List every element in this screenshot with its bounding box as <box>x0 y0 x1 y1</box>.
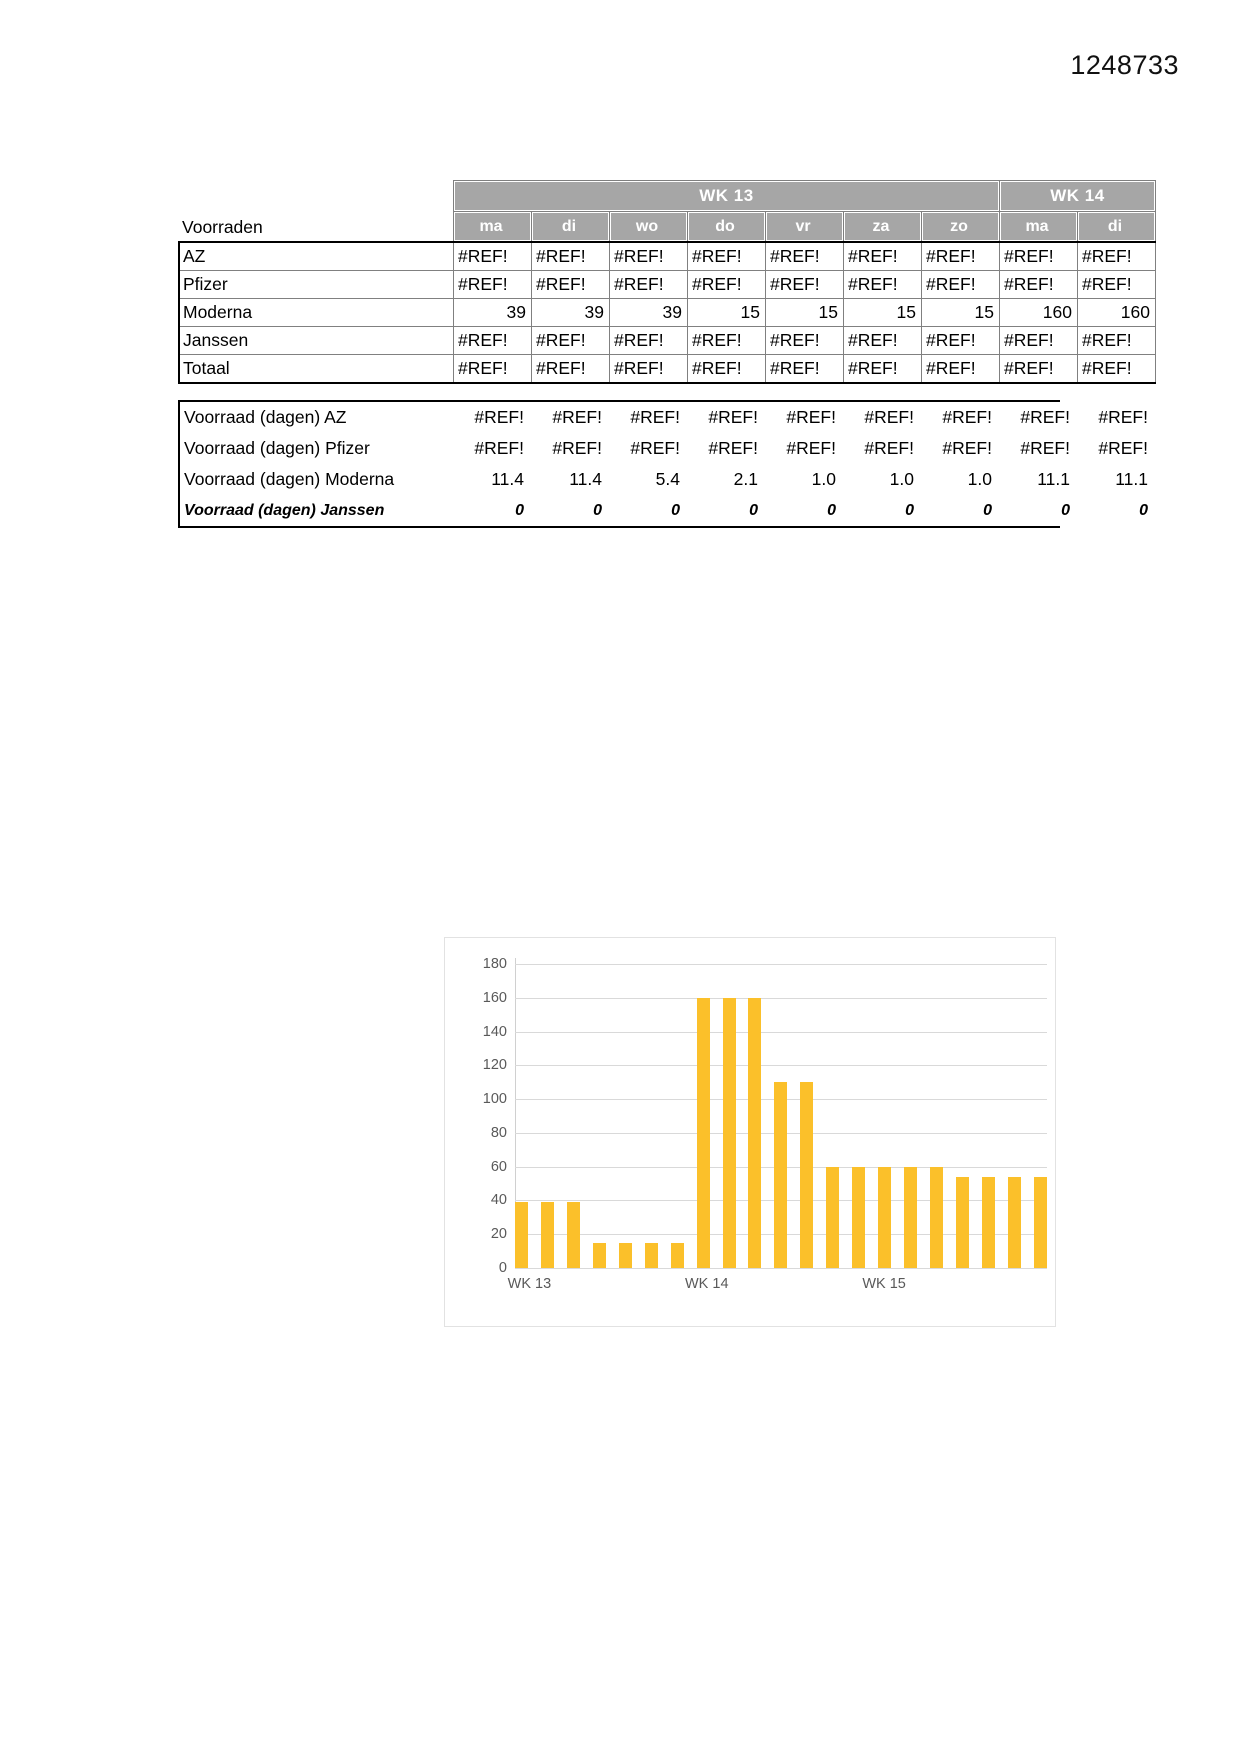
stock-bar-chart <box>444 937 1056 1327</box>
chart-y-tick-label: 180 <box>482 956 507 972</box>
days-cell: 0 <box>827 502 836 519</box>
days-cell: 2.1 <box>733 469 758 489</box>
stock-cell: #REF! <box>454 355 532 384</box>
stock-cell: 15 <box>844 299 922 327</box>
stock-cell: 15 <box>922 299 1000 327</box>
days-cell: #REF! <box>1098 438 1148 458</box>
days-cell: 11.1 <box>1115 469 1148 489</box>
stock-cell: #REF! <box>688 242 766 271</box>
stock-cell: #REF! <box>688 271 766 299</box>
days-table-container <box>178 400 1148 528</box>
table-row <box>180 495 1156 526</box>
days-cell: #REF! <box>942 438 992 458</box>
days-cell: #REF! <box>552 407 602 427</box>
chart-bar <box>982 1177 995 1268</box>
chart-y-tick-label: 80 <box>490 1124 507 1141</box>
day-header-ma-wk14: ma <box>1000 212 1078 243</box>
days-cell: 1.0 <box>811 469 836 489</box>
day-header-za-wk13: za <box>844 212 922 243</box>
chart-bar <box>567 1202 580 1268</box>
stock-table-body <box>179 242 1156 383</box>
chart-bar <box>515 1202 528 1268</box>
days-table <box>180 402 1156 526</box>
stock-cell: #REF! <box>454 327 532 355</box>
table-row <box>179 299 1156 327</box>
stock-cell: #REF! <box>844 327 922 355</box>
chart-bar <box>904 1167 917 1268</box>
day-header-wo-wk13: wo <box>610 212 688 243</box>
chart-gridline <box>515 1268 1047 1269</box>
stock-cell: #REF! <box>610 355 688 384</box>
table-row <box>180 433 1156 464</box>
stock-cell: #REF! <box>1078 271 1156 299</box>
stock-cell: #REF! <box>844 242 922 271</box>
days-cell: 0 <box>515 502 524 519</box>
days-row-label-az: Voorraad (dagen) AZ <box>184 407 347 427</box>
days-cell: 11.4 <box>491 469 524 489</box>
days-cell: #REF! <box>630 407 680 427</box>
stock-cell: #REF! <box>610 327 688 355</box>
chart-bar <box>930 1167 943 1268</box>
chart-bar <box>774 1082 787 1268</box>
stock-cell: #REF! <box>688 327 766 355</box>
days-table-body <box>180 402 1156 526</box>
stock-cell: #REF! <box>1000 242 1078 271</box>
week-group-wk13: WK 13 <box>454 181 1000 212</box>
table-row <box>179 355 1156 384</box>
stock-cell: #REF! <box>610 271 688 299</box>
stock-cell: #REF! <box>766 327 844 355</box>
stock-row-label-pfizer: Pfizer <box>179 271 454 299</box>
day-header-ma-wk13: ma <box>454 212 532 243</box>
stock-cell: #REF! <box>844 355 922 384</box>
days-cell: 0 <box>1061 502 1070 519</box>
days-cell: 0 <box>983 502 992 519</box>
week-group-wk14: WK 14 <box>1000 181 1156 212</box>
days-cell: 5.4 <box>655 469 680 489</box>
day-header-do-wk13: do <box>688 212 766 243</box>
stock-cell: 160 <box>1078 299 1156 327</box>
chart-bar <box>852 1167 865 1268</box>
days-cell: #REF! <box>708 407 758 427</box>
chart-y-tick-label: 100 <box>482 1091 507 1108</box>
stock-cell: #REF! <box>1000 355 1078 384</box>
stock-cell: #REF! <box>610 242 688 271</box>
stock-cell: #REF! <box>454 242 532 271</box>
stock-row-label-az: AZ <box>179 242 454 271</box>
stock-cell: #REF! <box>532 327 610 355</box>
document-number: 1248733 <box>1070 50 1179 80</box>
day-header-di-wk14: di <box>1078 212 1156 243</box>
stock-cell: #REF! <box>766 242 844 271</box>
days-cell: #REF! <box>474 407 524 427</box>
table-row <box>180 464 1156 495</box>
days-cell: #REF! <box>786 407 836 427</box>
stock-cell: 15 <box>688 299 766 327</box>
stock-cell: #REF! <box>922 327 1000 355</box>
days-cell: #REF! <box>942 407 992 427</box>
days-cell: 0 <box>749 502 758 519</box>
stock-table-head <box>179 181 1156 243</box>
chart-bar <box>697 998 710 1268</box>
days-cell: #REF! <box>474 438 524 458</box>
chart-x-tick-label: WK 13 <box>507 1276 552 1292</box>
days-cell: 11.1 <box>1037 469 1070 489</box>
chart-y-tick-label: 60 <box>490 1158 507 1175</box>
day-header-vr-wk13: vr <box>766 212 844 243</box>
stock-cell: #REF! <box>1078 327 1156 355</box>
stock-cell: #REF! <box>454 271 532 299</box>
stock-cell: #REF! <box>532 355 610 384</box>
stock-cell: #REF! <box>844 271 922 299</box>
stock-cell: #REF! <box>922 355 1000 384</box>
day-header-di-wk13: di <box>532 212 610 243</box>
chart-bar <box>748 998 761 1268</box>
day-header-zo-wk13: zo <box>922 212 1000 243</box>
chart-y-tick-label: 40 <box>490 1192 507 1209</box>
stock-table-corner-label: Voorraden <box>182 217 263 237</box>
chart-plot-area <box>482 956 1047 1276</box>
table-row <box>180 402 1156 433</box>
table-row <box>179 327 1156 355</box>
stock-cell: 15 <box>766 299 844 327</box>
days-cell: 1.0 <box>889 469 914 489</box>
stock-cell: #REF! <box>1000 327 1078 355</box>
days-cell: 0 <box>593 502 602 519</box>
chart-bar <box>645 1243 658 1268</box>
stock-table-container <box>178 180 1150 384</box>
stock-cell: #REF! <box>688 355 766 384</box>
day-header-row <box>179 212 1156 243</box>
week-band-row <box>179 181 1156 212</box>
chart-y-tick-label: 140 <box>482 1023 507 1040</box>
chart-bar <box>619 1243 632 1268</box>
stock-cell: #REF! <box>766 355 844 384</box>
stock-cell: #REF! <box>922 271 1000 299</box>
chart-x-tick-label: WK 14 <box>685 1276 729 1292</box>
stock-cell: 39 <box>610 299 688 327</box>
chart-bars <box>515 964 1047 1268</box>
stock-cell: #REF! <box>1078 355 1156 384</box>
table-row <box>179 271 1156 299</box>
chart-bar <box>671 1243 684 1268</box>
days-cell: #REF! <box>552 438 602 458</box>
stock-row-label-janssen: Janssen <box>179 327 454 355</box>
chart-x-tick-label: WK 15 <box>862 1276 906 1292</box>
stock-cell: 160 <box>1000 299 1078 327</box>
days-cell: #REF! <box>630 438 680 458</box>
chart-bar <box>956 1177 969 1268</box>
chart-bar <box>878 1167 891 1268</box>
days-cell: 0 <box>1139 502 1148 519</box>
days-cell: #REF! <box>864 407 914 427</box>
chart-y-tick-label: 160 <box>482 989 507 1006</box>
stock-cell: #REF! <box>766 271 844 299</box>
days-row-label-pfizer: Voorraad (dagen) Pfizer <box>184 438 370 458</box>
chart-bar <box>593 1243 606 1268</box>
stock-cell: #REF! <box>1000 271 1078 299</box>
chart-bar <box>1008 1177 1021 1268</box>
chart-bar <box>541 1202 554 1268</box>
chart-bar <box>826 1167 839 1268</box>
days-cell: #REF! <box>1020 438 1070 458</box>
days-cell: 1.0 <box>967 469 992 489</box>
days-cell: #REF! <box>708 438 758 458</box>
stock-row-label-moderna: Moderna <box>179 299 454 327</box>
days-cell: #REF! <box>1020 407 1070 427</box>
chart-bar <box>1034 1177 1047 1268</box>
stock-cell: #REF! <box>1078 242 1156 271</box>
stock-cell: #REF! <box>922 242 1000 271</box>
stock-table <box>178 180 1156 384</box>
chart-y-tick-label: 20 <box>490 1226 507 1243</box>
days-cell: 0 <box>905 502 914 519</box>
days-cell: #REF! <box>1098 407 1148 427</box>
days-cell: 11.4 <box>569 469 602 489</box>
days-cell: #REF! <box>786 438 836 458</box>
chart-y-tick-label: 120 <box>482 1057 507 1074</box>
days-cell: 0 <box>671 502 680 519</box>
chart-bar <box>723 998 736 1268</box>
week-band-spacer <box>179 181 454 212</box>
chart-bar <box>800 1082 813 1268</box>
days-row-label-moderna: Voorraad (dagen) Moderna <box>184 469 395 489</box>
table-row <box>179 242 1156 271</box>
days-row-label-janssen: Voorraad (dagen) Janssen <box>184 502 385 519</box>
stock-row-label-totaal: Totaal <box>179 355 454 384</box>
stock-cell: #REF! <box>532 242 610 271</box>
days-cell: #REF! <box>864 438 914 458</box>
stock-cell: #REF! <box>532 271 610 299</box>
stock-cell: 39 <box>454 299 532 327</box>
chart-y-tick-label: 0 <box>498 1260 507 1276</box>
stock-cell: 39 <box>532 299 610 327</box>
